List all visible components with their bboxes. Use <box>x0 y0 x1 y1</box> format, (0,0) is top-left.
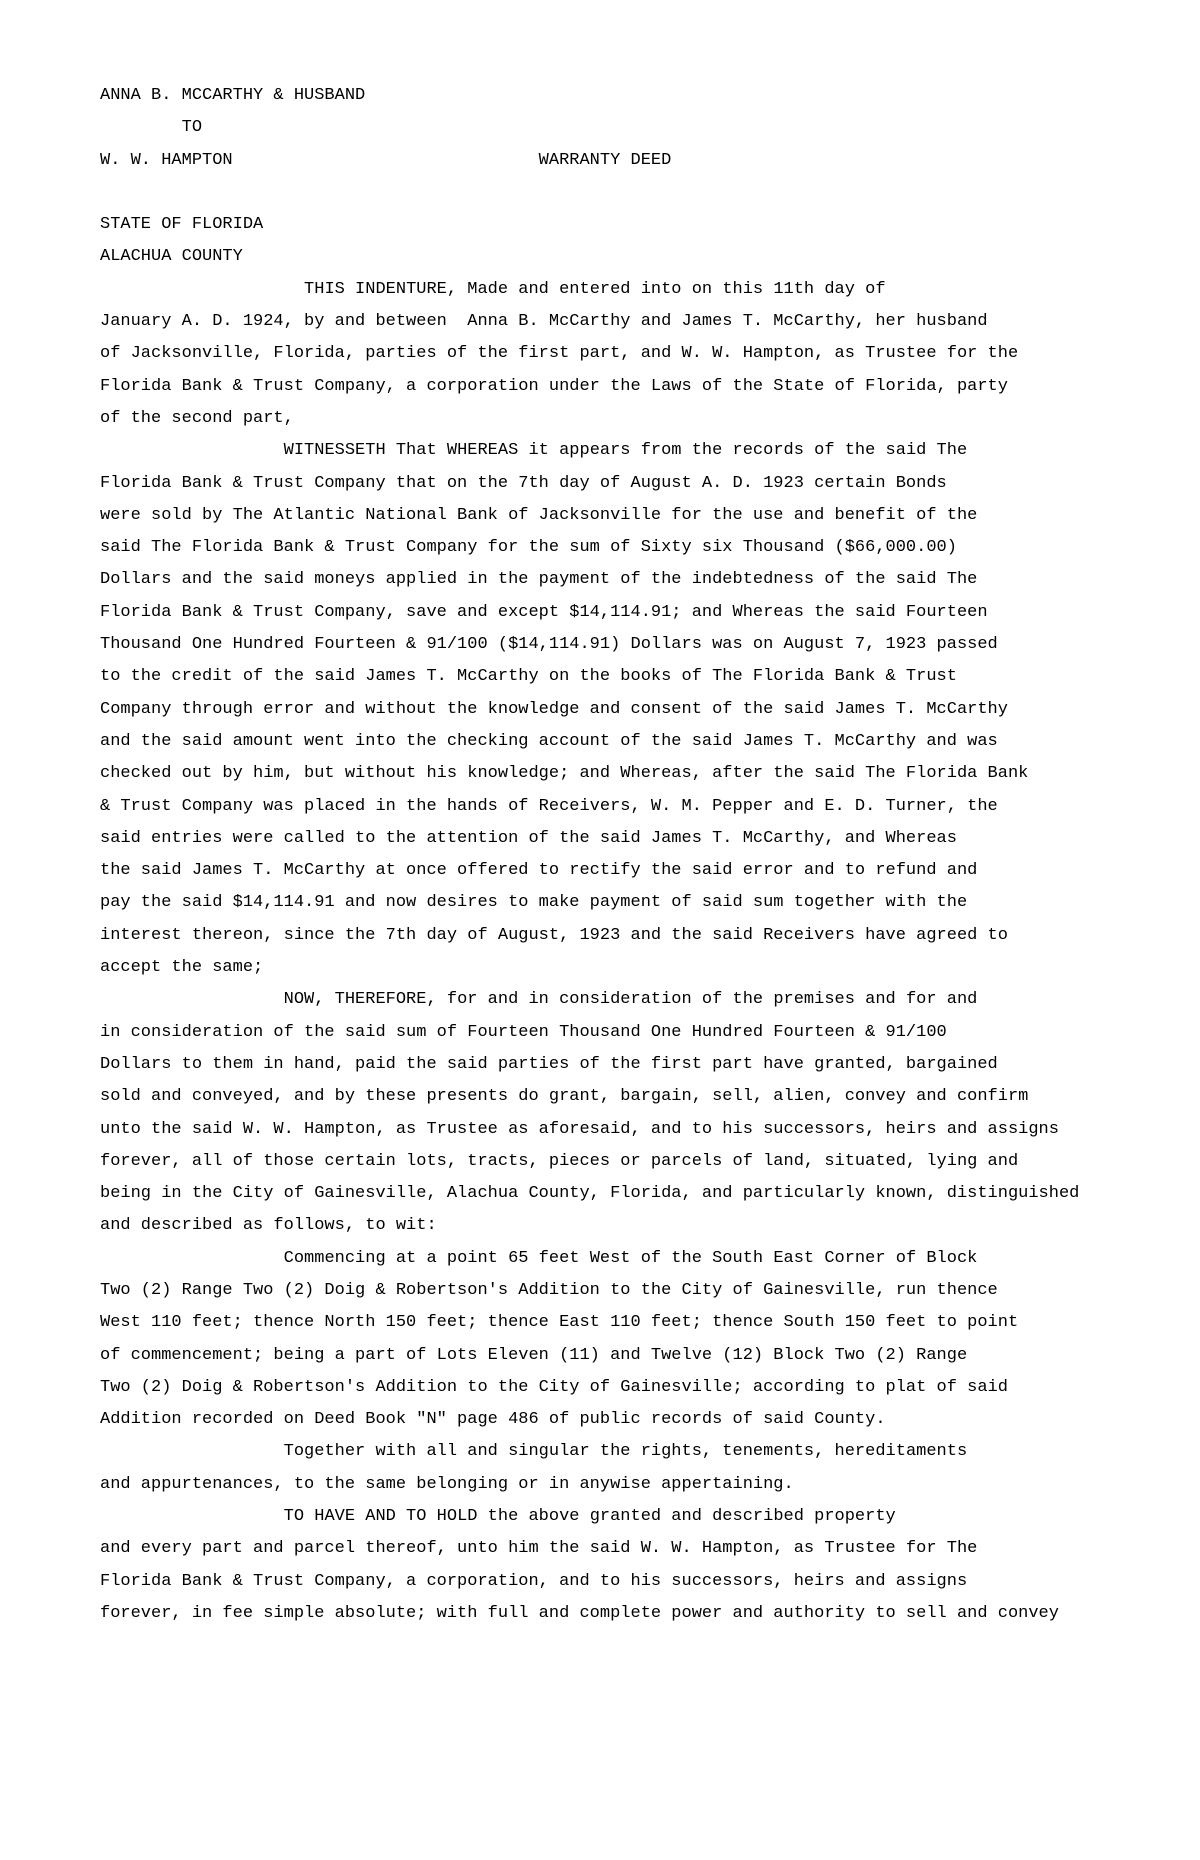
document-text: ANNA B. MCCARTHY & HUSBAND TO W. W. HAMPTON WARRANTY DEED STATE OF FLORIDA ALACHUA COUNTY THIS INDENTURE, Made and entered into on this 11th day of January A. D. 1924, by and between Anna B. McCarthy and James T. McCarthy, her husband of Jacksonville, Florida, parties of the first part, and W. W. Hampton, as Trustee for the Florida Bank & Trust Company, a corporation under the Laws of the State of Florida, party of the second part, WITNESSETH That WHEREAS it appears from the records of the said The Florida Bank & Trust Company that on the 7th day of August A. D. 1923 certain Bonds were sold by The Atlantic National Bank of Jacksonville for the use and benefit of the said The Florida Bank & Trust Company for the sum of Sixty six Thousand ($66,000.00) Dollars and the said moneys applied in the payment of the indebtedness of the said The Florida Bank & Trust Company, save and except $14,114.91; and Whereas the said Fourteen Thousand One Hundred Fourteen & 91/100 ($14,114.91) Dollars was on August 7, 1923 passed to the credit of the said James T. McCarthy on the books of The Florida Bank & Trust Company through error and without the knowledge and consent of the said James T. McCarthy and the said amount went into the checking account of the said James T. McCarthy and was checked out by him, but without his knowledge; and Whereas, after the said The Florida Bank & Trust Company was placed in the hands of Receivers, W. M. Pepper and E. D. Turner, the said entries were called to the attention of the said James T. McCarthy, and Whereas the said James T. McCarthy at once offered to rectify the said error and to refund and pay the said $14,114.91 and now desires to make payment of said sum together with the interest thereon, since the 7th day of August, 1923 and the said Receivers have agreed to accept the same; NOW, THEREFORE, for and in consideration of the premises and for and in consideration of the said sum of Fourteen Thousand One Hundred Fourteen & 91/100 Dollars to them in hand, paid the said parties of the first part have granted, bargained sold and conveyed, and by these presents do grant, bargain, sell, alien, convey and confirm unto the said W. W. Hampton, as Trustee as aforesaid, and to his successors, heirs and assigns forever, all of those certain lots, tracts, pieces or parcels of land, situated, lying and being in the City of Gainesville, Alachua County, Florida, and particularly known, distinguished and described as follows, to wit: Commencing at a point 65 feet West of the South East Corner of Block Two (2) Range Two (2) Doig & Robertson's Addition to the City of Gainesville, run thence West 110 feet; thence North 150 feet; thence East 110 feet; thence South 150 feet to point of commencement; being a part of Lots Eleven (11) and Twelve (12) Block Two (2) Range Two (2) Doig & Robertson's Addition to the City of Gainesville; according to plat of said Addition recorded on Deed Book "N" page 486 of public records of said County. Together with all and singular the rights, tenements, hereditaments and appurtenances, to the same belonging or in anywise appertaining. TO HAVE AND TO HOLD the above granted and described property and every part and parcel thereof, unto him the said W. W. Hampton, as Trustee for The Florida Bank & Trust Company, a corporation, and to his successors, heirs and assigns forever, in fee simple absolute; with full and complete power and authority to sell and convey <box>100 86 1080 1623</box>
